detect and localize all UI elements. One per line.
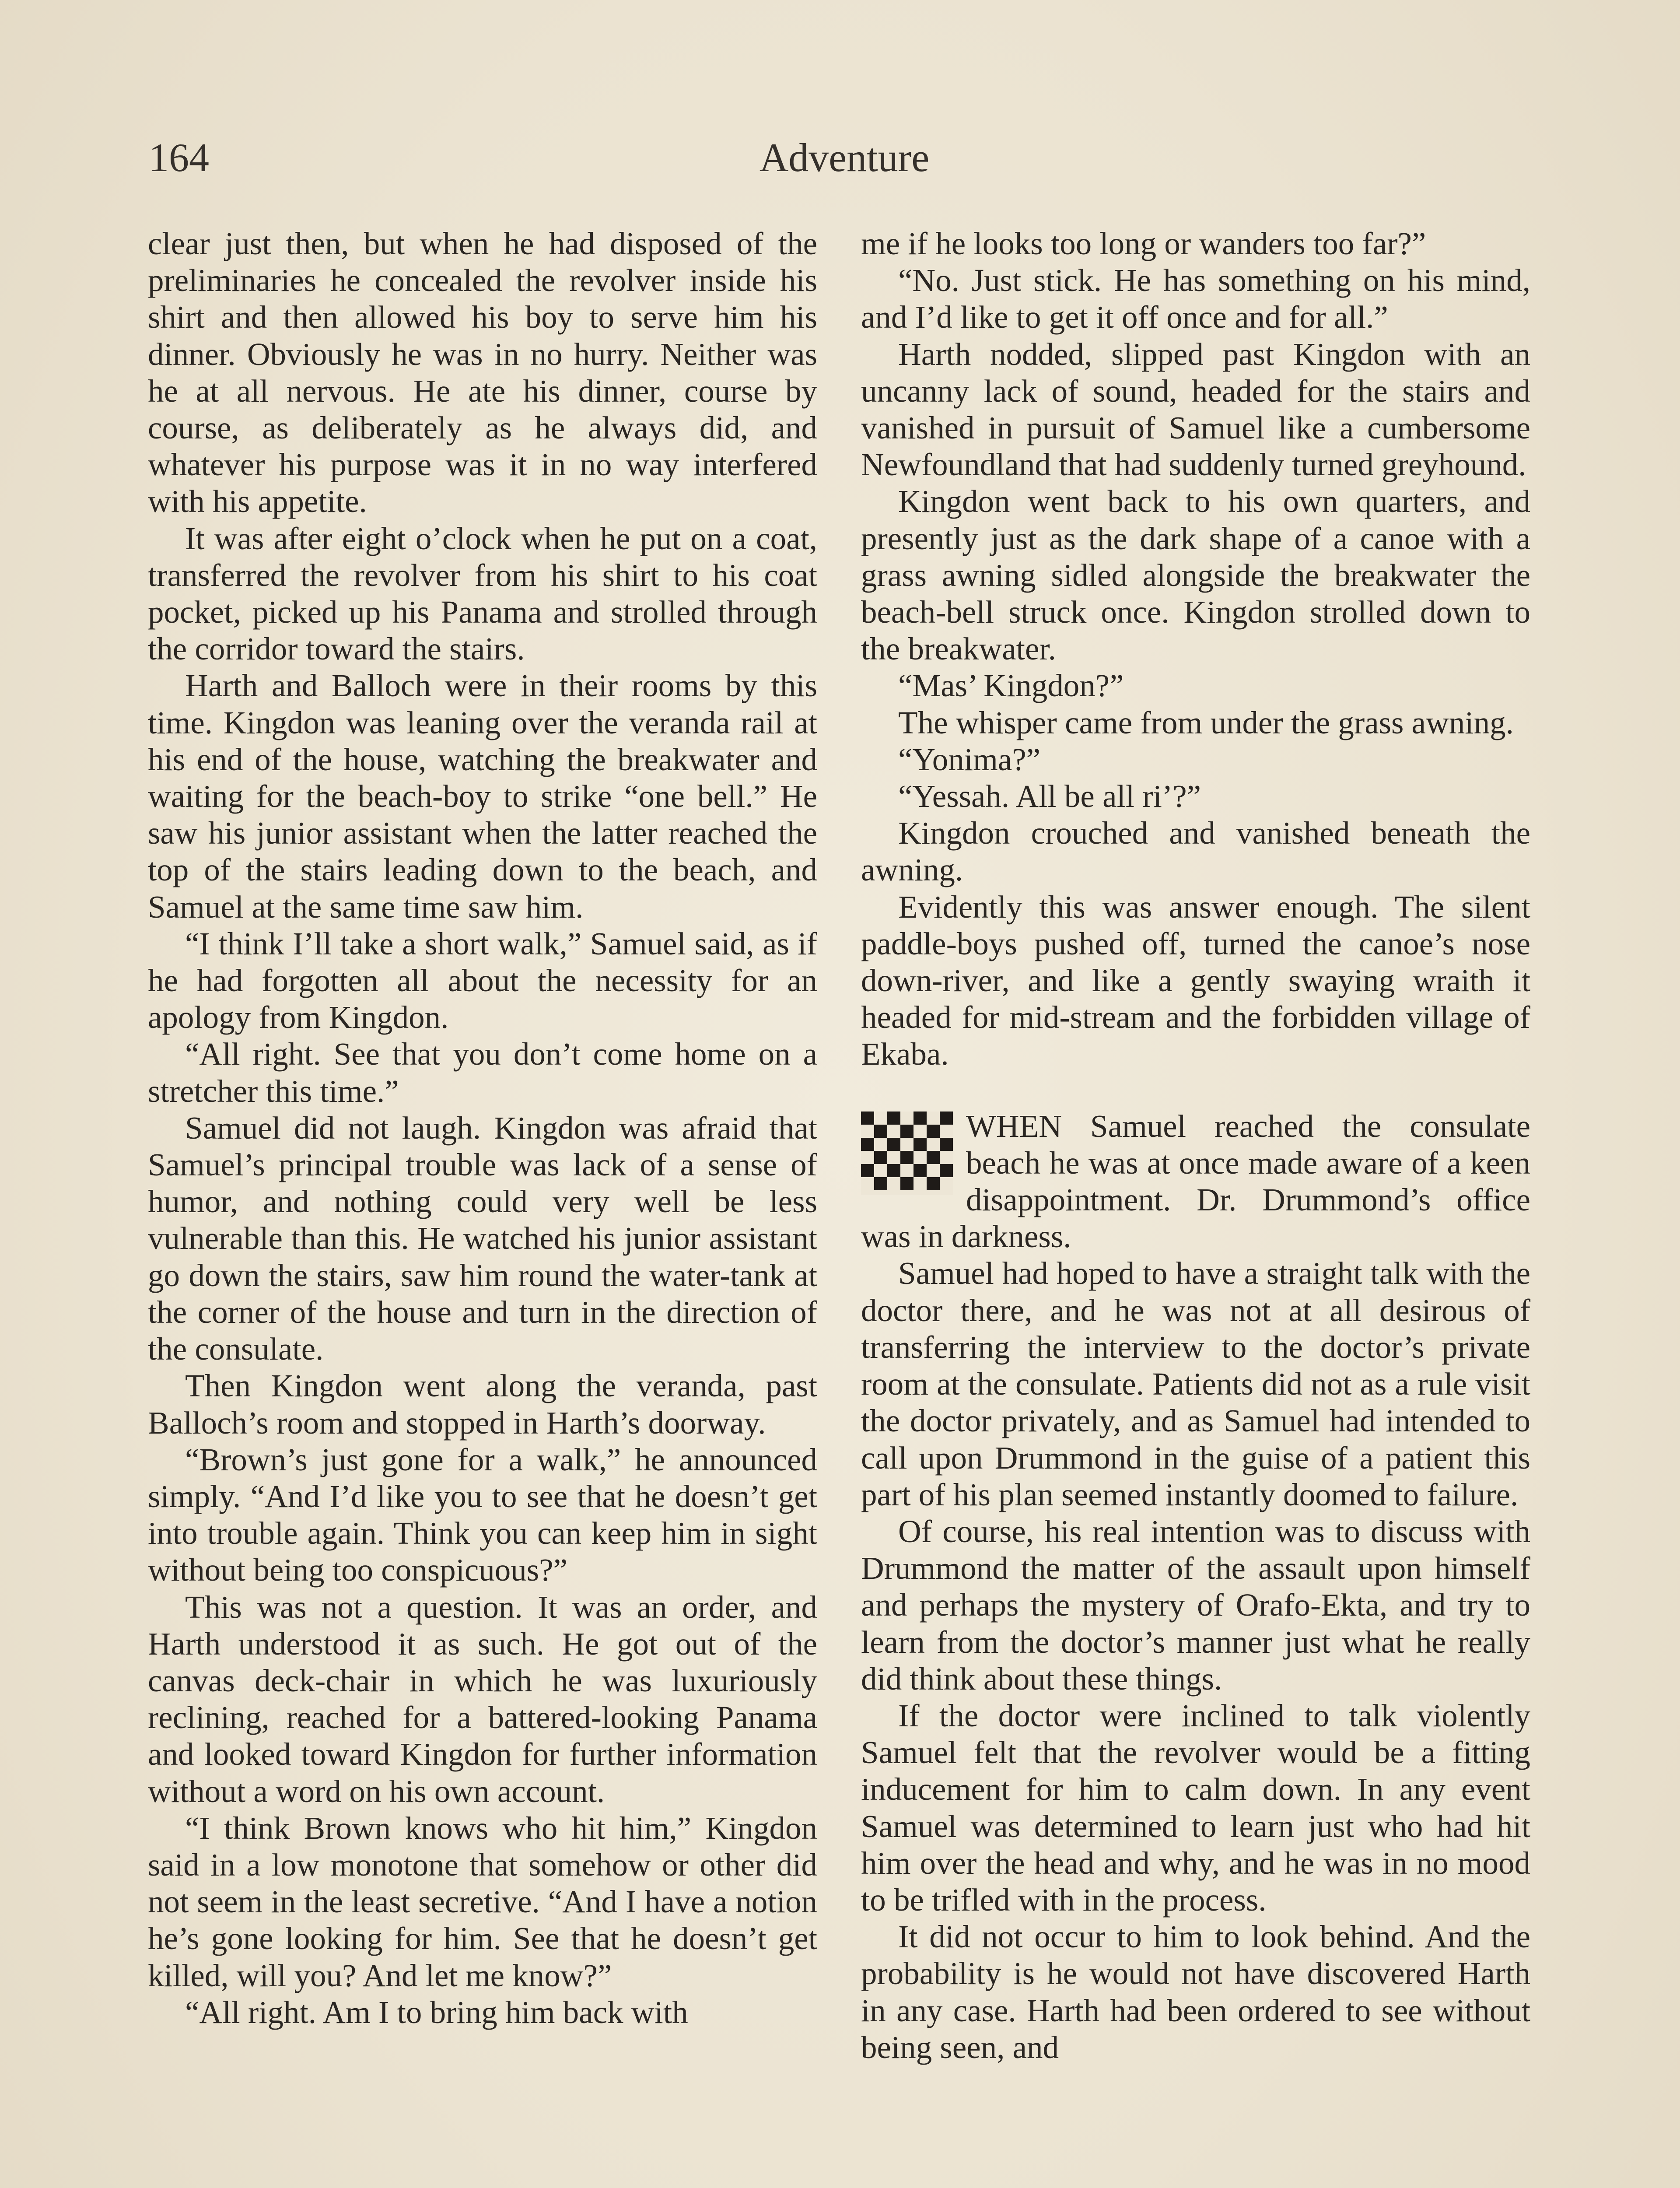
paragraph: It was after eight o’clock when he put on a coat, transferred the revolver from his shirt to his coat pocket, picked up his Panama and strolled through the corridor toward the stairs.: [148, 520, 817, 667]
paragraph: me if he looks too long or wanders too far?”: [861, 226, 1426, 261]
paragraph: “Mas’ Kingdon?”: [898, 668, 1124, 704]
paragraph: “Brown’s just gone for a walk,” he announced simply. “And I’d like you to see that he doesn’t get into trouble again. Think you can keep him in sight without being too conspicuous?”: [148, 1441, 817, 1588]
paragraph: Harth and Balloch were in their rooms by this time. Kingdon was leaning over the veranda rail at his end of the house, watching the breakwater and waiting for the beach-boy to strike “one bell.” He saw his junior assistant when the latter reached the top of the stairs leading down to the beach, and Samuel at the same time saw him.: [148, 668, 817, 925]
paragraph: It did not occur to him to look behind. And the probability is he would not have discovered Harth in any case. Harth had been ordered to see without being seen, and: [861, 1919, 1530, 2065]
dropcap-paragraph: [861, 1108, 1530, 1255]
right-column-section: [861, 1255, 1530, 2065]
dropcap-text: WHEN Samuel reached the consulate beach he was at once made aware of a keen disappointment. Dr. Drummond’s office was in darkness.: [861, 1108, 1530, 1255]
paragraph: “Yessah. All be all ri’?”: [898, 778, 1201, 814]
left-column: [148, 225, 817, 2031]
right-column-top: [861, 225, 1530, 1073]
paragraph: “Yonima?”: [898, 741, 1041, 777]
ornament-initial-icon: [861, 1112, 953, 1195]
paragraph: “I think I’ll take a short walk,” Samuel said, as if he had forgotten all about the necessity for an apology from Kingdon.: [148, 926, 817, 1035]
section-break: [861, 1073, 1530, 1108]
paragraph: Of course, his real intention was to discuss with Drummond the matter of the assault upon himself and perhaps the mystery of Orafo-Ekta, and try to learn from the doctor’s manner just what he really did think about these things.: [861, 1513, 1530, 1697]
paragraph: Samuel had hoped to have a straight talk with the doctor there, and he was not at all desirous of transferring the interview to the doctor’s private room at the consulate. Patients did not as a rule visit the doctor privately, and as Samuel had intended to call upon Drummond in the guise of a patient this part of his plan seemed instantly doomed to failure.: [861, 1255, 1530, 1512]
paragraph: Harth nodded, slipped past Kingdon with an uncanny lack of sound, headed for the stairs and vanished in pursuit of Samuel like a cumbersome Newfoundland that had suddenly turned greyhound.: [861, 336, 1530, 483]
paragraph: Evidently this was answer enough. The silent paddle-boys pushed off, turned the canoe’s nose down-river, and like a gently swaying wraith it headed for mid-stream and the forbidden village of Ekaba.: [861, 889, 1530, 1072]
paragraph: “I think Brown knows who hit him,” Kingdon said in a low monotone that somehow or other did not seem in the least secretive. “And I have a notion he’s gone looking for him. See that he doesn’t get killed, will you? And let me know?”: [148, 1810, 817, 1993]
paragraph: If the doctor were inclined to talk violently Samuel felt that the revolver would be a fitting inducement for him to calm down. In any event Samuel was determined to learn just who had hit him over the head and why, and he was in no mood to be trifled with in the process.: [861, 1697, 1530, 1918]
paragraph: Then Kingdon went along the veranda, past Balloch’s room and stopped in Harth’s doorway.: [148, 1368, 817, 1441]
paragraph: This was not a question. It was an order, and Harth understood it as such. He got out of the canvas deck-chair in which he was luxuriously reclining, reached for a battered-looking Panama and looked toward Kingdon for further information without a word on his own account.: [148, 1589, 817, 1809]
paragraph: Kingdon went back to his own quarters, and presently just as the dark shape of a canoe with a grass awning sidled alongside the breakwater the beach-bell struck once. Kingdon strolled down to the breakwater.: [861, 484, 1530, 667]
paragraph: “All right. See that you don’t come home on a stretcher this time.”: [148, 1036, 817, 1109]
page-number: 164: [149, 135, 209, 180]
paragraph: “All right. Am I to bring him back with: [185, 1994, 688, 2030]
running-title: Adventure: [759, 135, 930, 180]
paragraph: “No. Just stick. He has something on his mind, and I’d like to get it off once and for all.”: [861, 263, 1530, 335]
paragraph: clear just then, but when he had disposed of the preliminaries he concealed the revolver inside his shirt and then allowed his boy to serve him his dinner. Obviously he was in no hurry. Neither was he at all nervous. He ate his dinner, course by course, as deliberately as he always did, and whatever his purpose was it in no way interfered with his appetite.: [148, 226, 817, 519]
page-header: [149, 127, 1540, 188]
paragraph: The whisper came from under the grass awning.: [898, 705, 1514, 740]
right-column: [861, 225, 1530, 2066]
paragraph: Kingdon crouched and vanished beneath the awning.: [861, 815, 1530, 888]
paragraph: Samuel did not laugh. Kingdon was afraid that Samuel’s principal trouble was lack of a sense of humor, and nothing could very well be less vulnerable than this. He watched his junior assistant go down the stairs, saw him round the water-tank at the corner of the house and turn in the direction of the consulate.: [148, 1110, 817, 1367]
